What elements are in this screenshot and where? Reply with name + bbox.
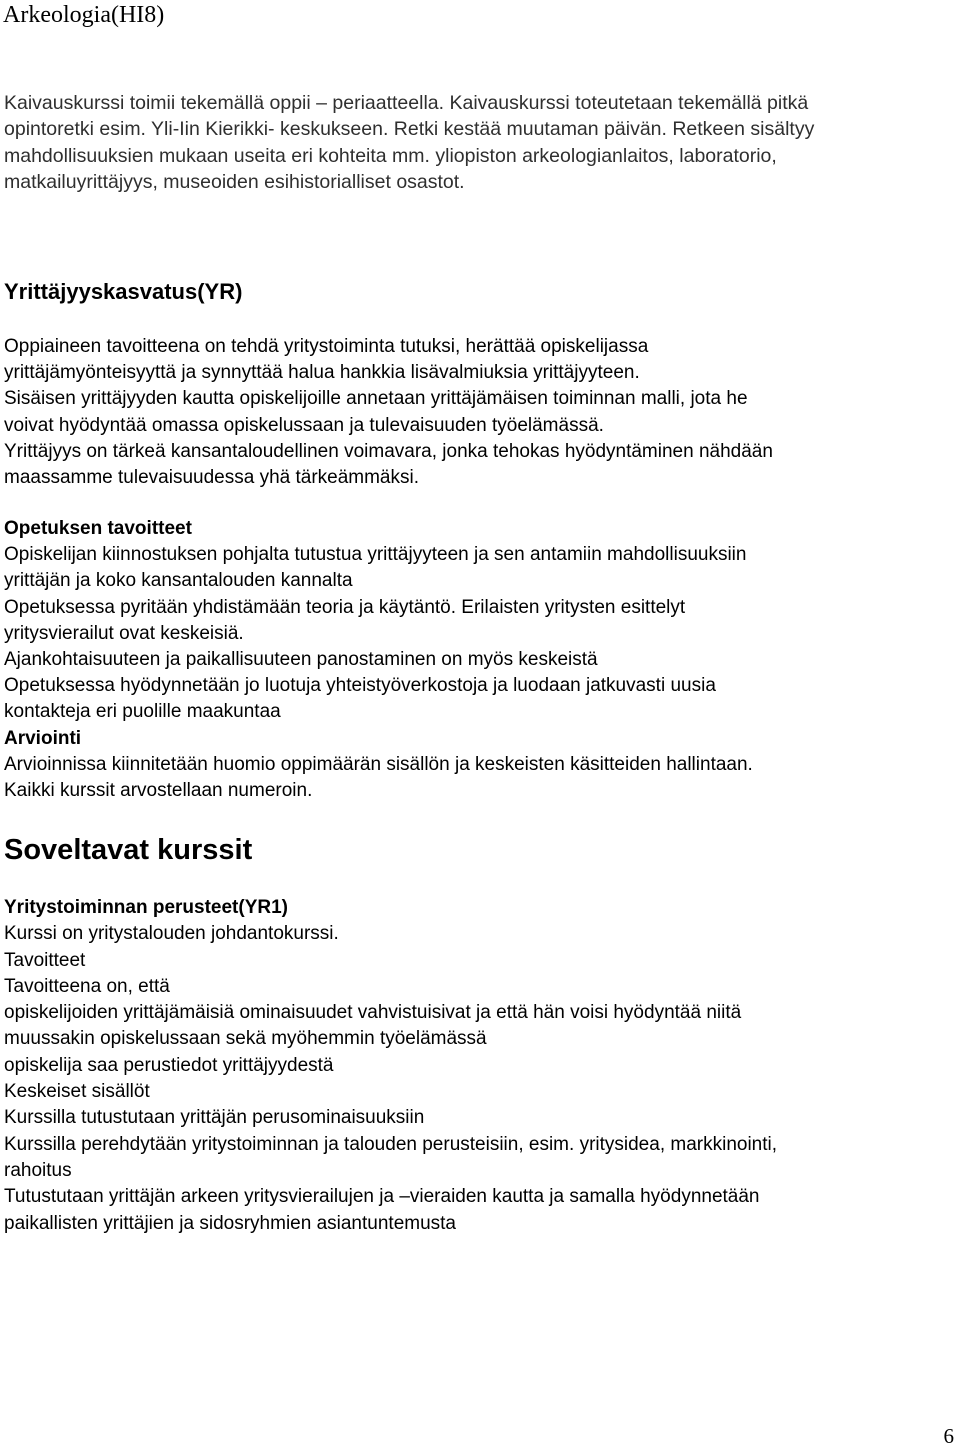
text-line: Opetuksessa pyritään yhdistämään teoria ja käytäntö. Erilaisten yritysten esittelyt (4, 596, 686, 618)
text-line: Arvioinnissa kiinnitetään huomio oppimäärän sisällön ja keskeisten käsitteiden hallintaan. (4, 753, 753, 775)
text-line: Tutustutaan yrittäjän arkeen yritysvierailujen ja –vieraiden kautta ja samalla hyödynnetään (4, 1186, 760, 1208)
text-line: voivat hyödyntää omassa opiskelussaan ja tulevaisuuden työelämässä. (4, 414, 604, 436)
applied-courses-heading: Soveltavat kurssit (4, 834, 253, 866)
text-line: yrittäjän ja koko kansantalouden kannalta (4, 570, 353, 592)
course-heading: Yritystoiminnan perusteet(YR1) (4, 897, 288, 918)
text-line: Tavoitteena on, että (4, 975, 170, 997)
text-line: Kaikki kurssit arvostellaan numeroin. (4, 780, 313, 802)
yr-paragraph (4, 334, 954, 491)
text-line: Opetuksessa hyödynnetään jo luotuja yhteistyöverkostoja ja luodaan jatkuvasti uusia (4, 675, 716, 697)
goals-heading: Opetuksen tavoitteet (4, 518, 192, 539)
page-number: 6 (943, 1424, 954, 1448)
intro-line: Kaivauskurssi toimii tekemällä oppii – periaatteella. Kaivauskurssi toteutetaan tekemällä pitkä (4, 92, 809, 114)
text-line: rahoitus (4, 1159, 72, 1181)
text-line: Kurssilla tutustutaan yrittäjän perusominaisuuksiin (4, 1107, 425, 1129)
text-line: yritysvierailut ovat keskeisiä. (4, 622, 244, 644)
text-line: opiskelija saa perustiedot yrittäjyydestä (4, 1054, 334, 1076)
intro-line: opintoretki esim. Yli-Iin Kierikki- keskukseen. Retki kestää muutaman päivän. Retkeen sisältyy (4, 118, 815, 141)
course-yr1-section (4, 895, 954, 1237)
intro-line: mahdollisuuksien mukaan useita eri kohteita mm. yliopiston arkeologianlaitos, laboratorio, (4, 144, 777, 167)
text-line: muussakin opiskelussaan sekä myöhemmin työelämässä (4, 1028, 487, 1050)
text-line: opiskelijoiden yrittäjämäisiä ominaisuudet vahvistuisivat ja että hän voisi hyödyntää niitä (4, 1002, 742, 1024)
text-line: Sisäisen yrittäjyyden kautta opiskelijoille annetaan yrittäjämäisen toiminnan malli, jota he (4, 388, 748, 410)
text-line: Oppiaineen tavoitteena on tehdä yritystoiminta tutuksi, herättää opiskelijassa (4, 336, 649, 357)
section-heading-yr: Yrittäjyyskasvatus(YR) (4, 279, 243, 304)
assessment-heading: Arviointi (4, 727, 82, 749)
text-line: Yrittäjyys on tärkeä kansantaloudellinen voimavara, jonka tehokas hyödyntäminen nähdään (4, 440, 773, 462)
text-line: Kurssi on yritystalouden johdantokurssi. (4, 923, 339, 945)
text-line: paikallisten yrittäjien ja sidosryhmien asiantuntemusta (4, 1212, 457, 1234)
intro-paragraph (4, 90, 949, 196)
text-line: Kurssilla perehdytään yritystoiminnan ja talouden perusteisiin, esim. yritysidea, markkinointi, (4, 1133, 778, 1155)
goals-section (4, 516, 954, 804)
text-line: Ajankohtaisuuteen ja paikallisuuteen panostaminen on myös keskeistä (4, 649, 598, 671)
text-line: kontakteja eri puolille maakuntaa (4, 701, 281, 723)
page-title: Arkeologia(HI8) (3, 2, 165, 28)
text-line: yrittäjämyönteisyyttä ja synnyttää halua hankkia lisävalmiuksia yrittäjyyteen. (4, 362, 640, 384)
text-line: Keskeiset sisällöt (4, 1081, 150, 1103)
text-line: maassamme tulevaisuudessa yhä tärkeämmäksi. (4, 467, 420, 489)
text-line: Opiskelijan kiinnostuksen pohjalta tutustua yrittäjyyteen ja sen antamiin mahdollisuuksiin (4, 544, 747, 566)
text-line: Tavoitteet (4, 949, 86, 971)
intro-line: matkailuyrittäjyys, museoiden esihistorialliset osastot. (4, 171, 465, 194)
